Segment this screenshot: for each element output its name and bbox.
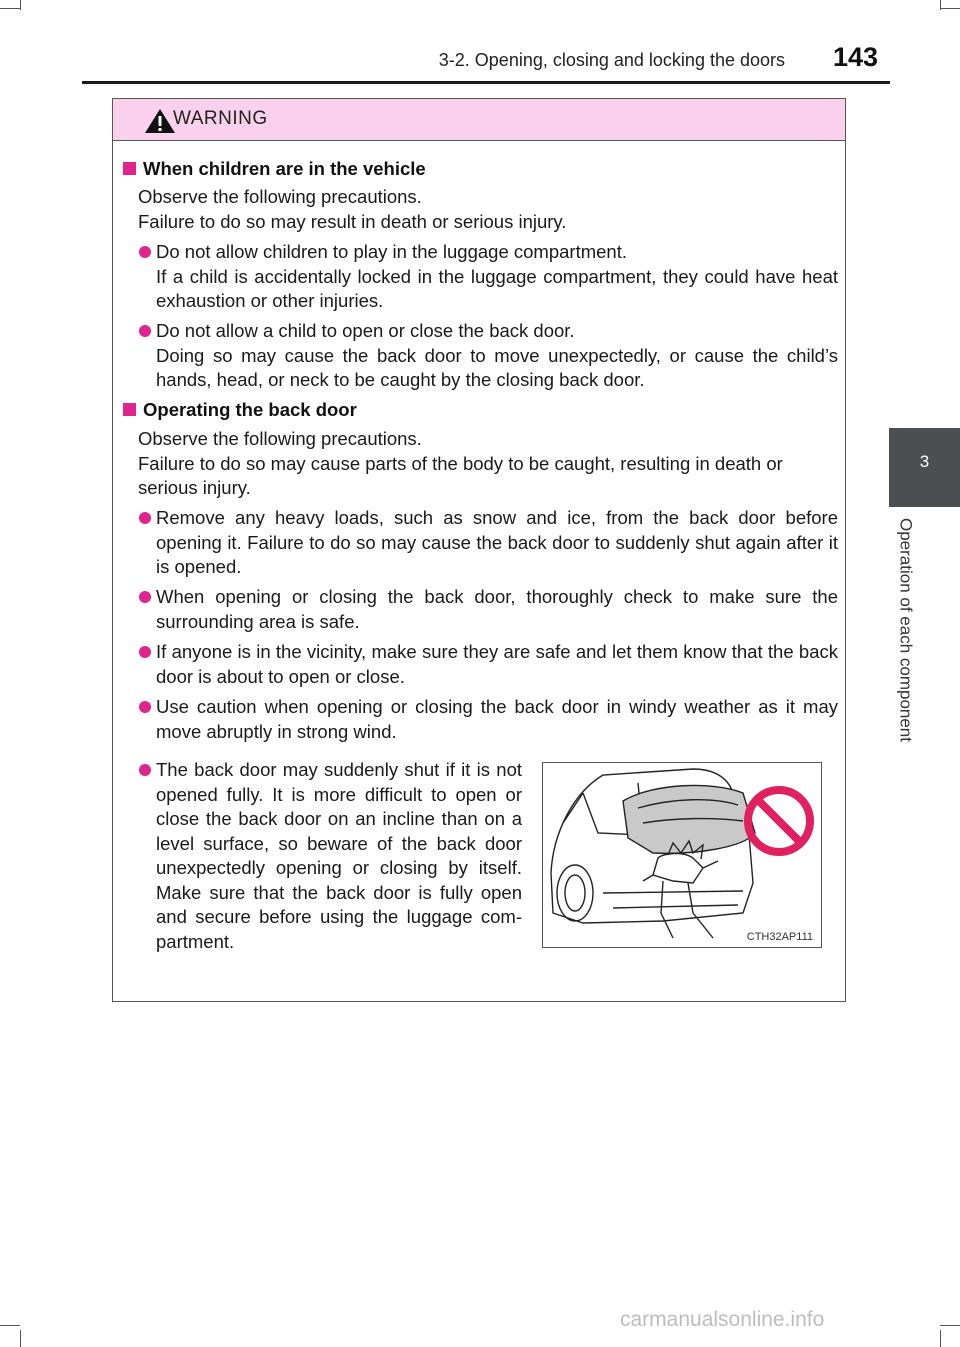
section-intro bbox=[138, 427, 828, 501]
square-bullet-icon bbox=[123, 162, 136, 175]
section-title bbox=[113, 158, 426, 180]
chapter-label-text: Operation of each component bbox=[896, 518, 916, 742]
round-bullet-icon bbox=[139, 646, 151, 658]
warning-header bbox=[113, 99, 845, 141]
section-title-text: Operating the back door bbox=[143, 399, 357, 420]
round-bullet-icon bbox=[139, 764, 151, 776]
bullet-text: Doing so may cause the back door to move unexpectedly, or cause the child’s hands, head, or neck to be caught by the closing back door. bbox=[156, 344, 838, 390]
bullet-text: Remove any heavy loads, such as snow and ice, from the back door before opening it. Failure to do so may cause the back door to suddenly shut again after it is opened. bbox=[156, 507, 838, 577]
header-section-title: 3-2. Opening, closing and locking the doors bbox=[438, 50, 785, 70]
crop-mark bbox=[20, 1330, 21, 1347]
warning-triangle-icon bbox=[143, 107, 177, 135]
bullet-text: Do not allow children to play in the luggage compartment. bbox=[156, 241, 627, 262]
intro-line: Observe the following precautions. bbox=[138, 186, 422, 207]
bullet-text: The back door may suddenly shut if it is not opened fully. It is more difficult to open or close the back door on an incline than on a level surface, so beware of the back door unexpectedly opening or closing by itself. Make sure that the back door is fully open and secure before using the luggage com-partment. bbox=[156, 759, 522, 952]
round-bullet-icon bbox=[139, 512, 151, 524]
bullet-item bbox=[156, 640, 838, 689]
square-bullet-icon bbox=[123, 403, 136, 416]
intro-line: Observe the following precautions. bbox=[138, 428, 422, 449]
round-bullet-icon bbox=[139, 591, 151, 603]
bullet-text: Use caution when opening or closing the back door in windy weather as it may move abruptly in strong wind. bbox=[156, 696, 838, 742]
bullet-item bbox=[156, 758, 522, 954]
warning-box bbox=[112, 98, 846, 1002]
bullet-text: If anyone is in the vicinity, make sure they are safe and let them know that the back door is about to open or close. bbox=[156, 641, 838, 687]
crop-mark bbox=[940, 0, 941, 10]
bullet-item bbox=[156, 506, 838, 580]
section-intro bbox=[138, 185, 828, 234]
crop-mark bbox=[0, 8, 20, 9]
bullet-text: If a child is accidentally locked in the luggage compartment, they could have heat exhaustion or other injuries. bbox=[156, 265, 838, 311]
crop-mark bbox=[940, 1330, 941, 1347]
bullet-item bbox=[156, 319, 838, 393]
bullet-item bbox=[156, 695, 838, 744]
bullet-item bbox=[156, 585, 838, 634]
page-number: 143 bbox=[832, 42, 878, 72]
section-title bbox=[113, 399, 357, 421]
chapter-tab: 3 bbox=[889, 428, 960, 507]
header-rule bbox=[82, 81, 890, 84]
crop-mark bbox=[940, 8, 960, 9]
round-bullet-icon bbox=[139, 246, 151, 258]
warning-label: WARNING bbox=[173, 108, 268, 129]
section-title-text: When children are in the vehicle bbox=[143, 158, 426, 179]
chapter-label bbox=[870, 510, 941, 790]
intro-line: Failure to do so may cause parts of the body to be caught, resulting in death or serious injury. bbox=[138, 452, 783, 498]
crop-mark bbox=[0, 1325, 20, 1326]
crop-mark bbox=[20, 0, 21, 10]
back-door-illustration bbox=[542, 762, 822, 948]
bullet-text: Do not allow a child to open or close the back door. bbox=[156, 320, 575, 341]
bullet-item bbox=[156, 240, 838, 314]
bullet-text: When opening or closing the back door, thoroughly check to make sure the surrounding area is safe. bbox=[156, 586, 838, 632]
round-bullet-icon bbox=[139, 701, 151, 713]
illustration-code: CTH32AP111 bbox=[746, 931, 813, 943]
crop-mark bbox=[940, 1325, 960, 1326]
prohibition-icon bbox=[743, 785, 815, 857]
intro-line: Failure to do so may result in death or serious injury. bbox=[138, 210, 567, 232]
round-bullet-icon bbox=[139, 325, 151, 337]
watermark: carmanualsonline.info bbox=[620, 1308, 825, 1331]
